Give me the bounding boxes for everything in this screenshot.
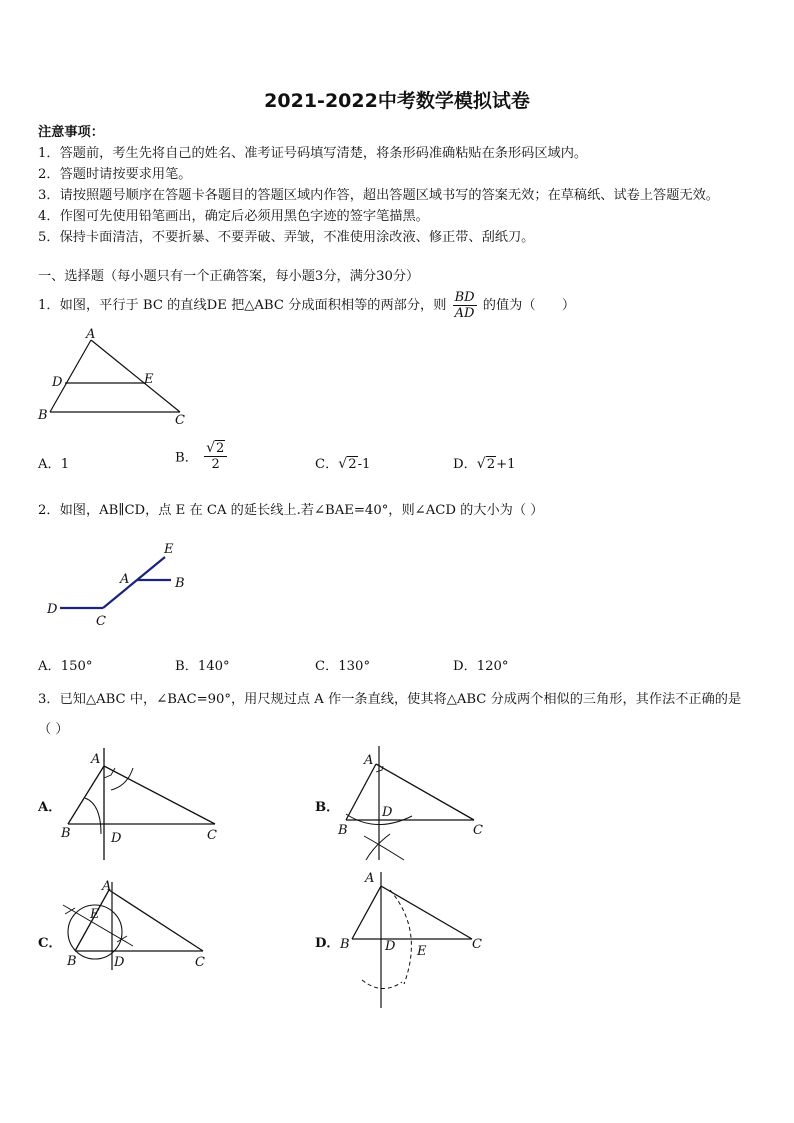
q2-label-e: E bbox=[164, 542, 174, 557]
q3d-label-e: E bbox=[417, 944, 427, 959]
q3a-label-a: A bbox=[91, 752, 101, 767]
q1-label-a: A bbox=[86, 327, 96, 342]
q3-option-d[interactable]: D． bbox=[315, 936, 340, 951]
q3b-label-c: C bbox=[473, 823, 483, 838]
q3c-label-b: B bbox=[67, 954, 77, 969]
q3a-label-d: D bbox=[111, 831, 122, 846]
q3-figure-c bbox=[55, 878, 225, 973]
q1-option-b[interactable]: B． $\frac{√2}{2}$ bbox=[175, 440, 229, 472]
q1-option-a[interactable]: A．1 bbox=[38, 457, 70, 472]
q1-figure bbox=[30, 326, 200, 426]
q1-fraction bbox=[453, 290, 477, 321]
q3c-label-e: E bbox=[90, 907, 100, 922]
q3c-label-a: A bbox=[102, 879, 112, 894]
notice-item-3: 3．请按照题号顺序在答题卡各题目的答题区域内作答，超出答题区域书写的答案无效；在草稿纸、试卷上答题无效。 bbox=[38, 188, 719, 203]
q3c-label-c: C bbox=[195, 955, 205, 970]
q1-text-after: 的值为（ ） bbox=[482, 298, 576, 313]
q1-option-b-den: 2 bbox=[211, 457, 220, 472]
q3d-label-b: B bbox=[340, 937, 350, 952]
q2-label-b: B bbox=[175, 576, 185, 591]
page-title: 2021-2022中考数学模拟试卷 bbox=[264, 90, 530, 112]
q3b-label-a: A bbox=[364, 753, 374, 768]
q2-option-b[interactable]: B．140° bbox=[175, 659, 230, 674]
q1-label-e: E bbox=[144, 372, 154, 387]
q1-label-d: D bbox=[52, 375, 63, 390]
q3-figure-d bbox=[332, 866, 507, 1011]
q3d-label-a: A bbox=[365, 871, 375, 886]
notice-item-5: 5．保持卡面清洁，不要折暴、不要弄破、弄皱，不准使用涂改液、修正带、刮纸刀。 bbox=[38, 230, 535, 245]
notice-item-2: 2．答题时请按要求用笔。 bbox=[38, 167, 192, 182]
q1-label-c: C bbox=[175, 413, 185, 426]
q3b-label-d: D bbox=[382, 805, 393, 820]
section1-heading: 一、选择题（每小题只有一个正确答案，每小题3分，满分30分） bbox=[38, 269, 420, 284]
q2-label-a: A bbox=[120, 572, 130, 587]
q3b-label-b: B bbox=[338, 823, 348, 838]
q3a-label-b: B bbox=[61, 826, 71, 841]
q2-option-a[interactable]: A．150° bbox=[38, 659, 93, 674]
q2-figure bbox=[40, 538, 210, 630]
q3d-label-c: C bbox=[472, 937, 482, 952]
q2-label-d: D bbox=[47, 602, 58, 617]
q1-label-b: B bbox=[38, 408, 48, 423]
q3d-label-d: D bbox=[385, 939, 396, 954]
q2-option-d[interactable]: D．120° bbox=[453, 659, 509, 674]
q3-option-c[interactable]: C． bbox=[38, 936, 62, 951]
q1-option-b-num: 2 bbox=[216, 441, 225, 456]
notice-item-4: 4．作图可先使用铅笔画出，确定后必须用黑色字迹的签字笔描黑。 bbox=[38, 209, 429, 224]
q1-text-before: 1．如图，平行于 BC 的直线DE 把△ABC 分成面积相等的两部分，则 bbox=[38, 298, 447, 313]
q2-label-c: C bbox=[96, 614, 106, 629]
q3c-label-d: D bbox=[114, 955, 125, 970]
q2-option-c[interactable]: C．130° bbox=[315, 659, 371, 674]
q1-option-d[interactable]: D．√2+1 bbox=[453, 456, 516, 472]
q3a-label-c: C bbox=[207, 828, 217, 843]
q3-stem-line2: （ ） bbox=[38, 722, 69, 737]
q3-stem-line1: 3．已知△ABC 中，∠BAC=90°，用尺规过点 A 作一条直线，使其将△ABC 分成两个相似的三角形，其作法不正确的是 bbox=[38, 692, 742, 707]
q1-frac-den: AD bbox=[454, 306, 475, 321]
q1-option-b-frac: $\frac{√2}{2}$ bbox=[204, 440, 227, 472]
q3-option-b[interactable]: B． bbox=[315, 800, 340, 815]
q1-stem bbox=[38, 290, 575, 321]
q2-stem: 2．如图，AB∥CD，点 E 在 CA 的延长线上.若∠BAE=40°，则∠ACD 的大小为（ ） bbox=[38, 503, 544, 518]
notice-item-1: 1．答题前，考生先将自己的姓名、准考证号码填写清楚，将条形码准确粘贴在条形码区域内。 bbox=[38, 146, 588, 161]
notice-heading: 注意事项： bbox=[38, 125, 104, 140]
q3-option-a[interactable]: A． bbox=[38, 800, 62, 815]
q3-figure-b bbox=[332, 742, 502, 867]
q3-figure-a bbox=[55, 742, 235, 862]
q1-frac-num: BD bbox=[454, 290, 475, 305]
q1-option-c[interactable]: C．√2-1 bbox=[315, 456, 371, 472]
